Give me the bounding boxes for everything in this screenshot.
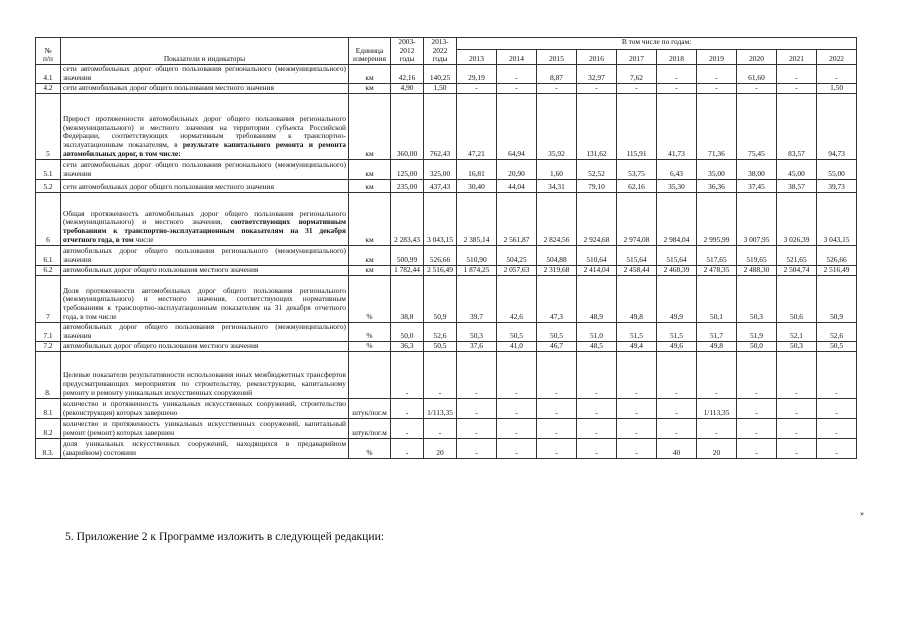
table-row: [36, 83, 857, 93]
period-total-cell: 50,0: [391, 322, 424, 341]
unit-cell: км: [349, 265, 391, 275]
table-row: [36, 93, 857, 159]
indicator-text-main: Доля протяженности автомобильных дорог общего пользования регионального (межмуниципального) и местного значения, соответствующих нормативным требованиям к транспортно-эксплуатационным показателям на 31 декабря отчетного года, в том числе: [63, 285, 346, 321]
period-total-cell: 526,66: [424, 245, 457, 265]
year-value-cell: 1,60: [537, 159, 577, 179]
indicator-text: [61, 65, 349, 83]
period-total-cell: 2 516,49: [424, 265, 457, 275]
year-value-cell: 32,97: [577, 65, 617, 83]
year-value-cell: 2 504,74: [777, 265, 817, 275]
year-value-cell: 2 319,68: [537, 265, 577, 275]
period-total-cell: 38,8: [391, 275, 424, 322]
year-value-cell: 79,10: [577, 179, 617, 192]
year-value-cell: -: [457, 438, 497, 458]
year-value-cell: -: [737, 398, 777, 418]
row-number: 5: [36, 93, 61, 159]
year-value-cell: -: [497, 418, 537, 438]
table-row: [36, 351, 857, 398]
year-value-cell: 83,57: [777, 93, 817, 159]
header-year: 2013: [457, 50, 497, 65]
row-number: 6: [36, 192, 61, 245]
year-value-cell: 49,9: [657, 275, 697, 322]
period-total-cell: 235,00: [391, 179, 424, 192]
year-value-cell: 6,43: [657, 159, 697, 179]
year-value-cell: 64,94: [497, 93, 537, 159]
period-total-cell: 500,99: [391, 245, 424, 265]
unit-cell: км: [349, 159, 391, 179]
year-value-cell: 44,04: [497, 179, 537, 192]
year-value-cell: -: [697, 351, 737, 398]
year-value-cell: 50,9: [817, 275, 857, 322]
unit-cell: %: [349, 322, 391, 341]
table-row: [36, 341, 857, 351]
year-value-cell: -: [617, 83, 657, 93]
year-value-cell: 41,0: [497, 341, 537, 351]
year-value-cell: 40: [657, 438, 697, 458]
period-total-cell: -: [391, 438, 424, 458]
year-value-cell: -: [817, 418, 857, 438]
year-value-cell: 115,91: [617, 93, 657, 159]
header-period-2013-2022: 2013- 2022 годы: [424, 38, 457, 65]
year-value-cell: -: [777, 418, 817, 438]
table-row: [36, 398, 857, 418]
row-number: 8.1: [36, 398, 61, 418]
year-value-cell: -: [777, 65, 817, 83]
year-value-cell: 39,7: [457, 275, 497, 322]
year-value-cell: 35,00: [697, 159, 737, 179]
indicator-text: [61, 341, 349, 351]
year-value-cell: -: [737, 438, 777, 458]
year-value-cell: 515,64: [617, 245, 657, 265]
period-total-cell: 360,00: [391, 93, 424, 159]
table-row: [36, 418, 857, 438]
year-value-cell: -: [617, 438, 657, 458]
period-total-cell: -: [424, 351, 457, 398]
period-total-cell: -: [424, 418, 457, 438]
year-value-cell: 50,6: [777, 275, 817, 322]
year-value-cell: 62,16: [617, 179, 657, 192]
indicator-text: [61, 159, 349, 179]
year-value-cell: 517,65: [697, 245, 737, 265]
year-value-cell: 50,3: [737, 275, 777, 322]
year-value-cell: 41,73: [657, 93, 697, 159]
year-value-cell: 131,62: [577, 93, 617, 159]
year-value-cell: 30,40: [457, 179, 497, 192]
year-value-cell: 50,1: [697, 275, 737, 322]
indicator-text-main: сети автомобильных дорог общего пользования регионального (межмуниципального) значения: [63, 64, 346, 82]
table-row: [36, 245, 857, 265]
year-value-cell: 1,50: [817, 83, 857, 93]
year-value-cell: -: [577, 351, 617, 398]
indicator-text-main: доля уникальных искусственных сооружений, находящихся в предаварийном (аварийном) состоянии: [63, 439, 346, 457]
table-row: [36, 265, 857, 275]
year-value-cell: -: [537, 351, 577, 398]
year-value-cell: 3 007,95: [737, 192, 777, 245]
year-value-cell: 35,92: [537, 93, 577, 159]
year-value-cell: 2 924,68: [577, 192, 617, 245]
period-total-cell: 20: [424, 438, 457, 458]
year-value-cell: 2 478,35: [697, 265, 737, 275]
header-year: 2014: [497, 50, 537, 65]
year-value-cell: 2 516,49: [817, 265, 857, 275]
year-value-cell: -: [577, 83, 617, 93]
year-value-cell: 37,45: [737, 179, 777, 192]
year-value-cell: -: [657, 398, 697, 418]
year-value-cell: 510,90: [457, 245, 497, 265]
period-total-cell: 2 283,43: [391, 192, 424, 245]
year-value-cell: -: [737, 418, 777, 438]
year-value-cell: 49,4: [617, 341, 657, 351]
table-row: [36, 192, 857, 245]
year-value-cell: 3 043,15: [817, 192, 857, 245]
period-total-cell: 50,5: [424, 341, 457, 351]
indicator-text-main: количество и протяженность уникальных искусственных сооружений, капитальный ремонт (ремонт) которых завершен: [63, 419, 346, 437]
period-total-cell: 52,6: [424, 322, 457, 341]
table-row: [36, 438, 857, 458]
row-number: 7.2: [36, 341, 61, 351]
indicator-text: [61, 83, 349, 93]
year-value-cell: 47,3: [537, 275, 577, 322]
year-value-cell: -: [697, 65, 737, 83]
year-value-cell: 55,00: [817, 159, 857, 179]
year-value-cell: 504,88: [537, 245, 577, 265]
row-number: 8.2: [36, 418, 61, 438]
year-value-cell: 50,5: [497, 322, 537, 341]
indicator-text: [61, 265, 349, 275]
year-value-cell: -: [817, 438, 857, 458]
table-row: [36, 159, 857, 179]
year-value-cell: -: [457, 351, 497, 398]
year-value-cell: -: [577, 418, 617, 438]
year-value-cell: 51,7: [697, 322, 737, 341]
year-value-cell: 515,64: [657, 245, 697, 265]
period-total-cell: -: [391, 351, 424, 398]
year-value-cell: 36,36: [697, 179, 737, 192]
indicator-text: [61, 398, 349, 418]
year-value-cell: -: [737, 351, 777, 398]
year-value-cell: 1/113,35: [697, 398, 737, 418]
table-row: [36, 179, 857, 192]
header-year: 2018: [657, 50, 697, 65]
unit-cell: %: [349, 438, 391, 458]
table-row: [36, 275, 857, 322]
year-value-cell: 2 824,56: [537, 192, 577, 245]
year-value-cell: 2 458,44: [617, 265, 657, 275]
year-value-cell: -: [657, 351, 697, 398]
unit-cell: [349, 351, 391, 398]
indicator-text-bold: соответствующих нормативным требованиям к транспортно-эксплуатационным показателям на 31 декабря отчетного года, в том: [63, 217, 346, 244]
year-value-cell: -: [697, 418, 737, 438]
unit-cell: км: [349, 93, 391, 159]
row-number: 4.1: [36, 65, 61, 83]
period-total-cell: 3 043,15: [424, 192, 457, 245]
year-value-cell: 94,73: [817, 93, 857, 159]
period-total-cell: 1/113,35: [424, 398, 457, 418]
year-value-cell: 50,3: [457, 322, 497, 341]
year-value-cell: 50,5: [817, 341, 857, 351]
unit-cell: %: [349, 275, 391, 322]
header-year: 2017: [617, 50, 657, 65]
year-value-cell: 3 026,39: [777, 192, 817, 245]
row-number: 4.2: [36, 83, 61, 93]
header-indicator: Показатели и индикаторы: [61, 38, 349, 65]
year-value-cell: 20: [697, 438, 737, 458]
indicator-text-main: сети автомобильных дорог общего пользования регионального (межмуниципального) значения: [63, 160, 346, 178]
year-value-cell: 2 468,39: [657, 265, 697, 275]
indicator-text-tail: числе: [133, 234, 154, 244]
indicator-text: [61, 322, 349, 341]
year-value-cell: 51,5: [657, 322, 697, 341]
indicator-text: [61, 418, 349, 438]
year-value-cell: 51,9: [737, 322, 777, 341]
year-value-cell: 48,9: [577, 275, 617, 322]
year-value-cell: 50,0: [737, 341, 777, 351]
row-number: 6.2: [36, 265, 61, 275]
year-value-cell: 37,6: [457, 341, 497, 351]
year-value-cell: 52,1: [777, 322, 817, 341]
header-years-group: В том числе по годам:: [457, 38, 857, 50]
indicator-text-main: Общая протяженность автомобильных дорог общего пользования регионального (межмуниципального) и местного значения,: [63, 208, 346, 227]
year-value-cell: -: [817, 65, 857, 83]
period-total-cell: 1 782,44: [391, 265, 424, 275]
unit-cell: км: [349, 179, 391, 192]
table-row: [36, 65, 857, 83]
period-total-cell: -: [391, 398, 424, 418]
year-value-cell: 2 057,63: [497, 265, 537, 275]
year-value-cell: -: [497, 65, 537, 83]
year-value-cell: 52,52: [577, 159, 617, 179]
year-value-cell: 49,8: [697, 341, 737, 351]
year-value-cell: 49,8: [617, 275, 657, 322]
unit-cell: штук/пог.м: [349, 398, 391, 418]
year-value-cell: 48,5: [577, 341, 617, 351]
year-value-cell: 47,21: [457, 93, 497, 159]
indicator-text: [61, 93, 349, 159]
year-value-cell: 1 874,25: [457, 265, 497, 275]
year-value-cell: 34,31: [537, 179, 577, 192]
header-year: 2022: [817, 50, 857, 65]
row-number: 8.: [36, 351, 61, 398]
year-value-cell: -: [497, 398, 537, 418]
year-value-cell: -: [537, 83, 577, 93]
indicator-text: [61, 245, 349, 265]
year-value-cell: -: [657, 418, 697, 438]
year-value-cell: 8,87: [537, 65, 577, 83]
row-number: 6.1: [36, 245, 61, 265]
year-value-cell: -: [537, 398, 577, 418]
year-value-cell: 16,81: [457, 159, 497, 179]
year-value-cell: -: [817, 351, 857, 398]
year-value-cell: 51,0: [577, 322, 617, 341]
year-value-cell: 51,5: [617, 322, 657, 341]
unit-cell: км: [349, 65, 391, 83]
period-total-cell: 42,16: [391, 65, 424, 83]
year-value-cell: 50,5: [537, 322, 577, 341]
row-number: 5.1: [36, 159, 61, 179]
year-value-cell: 61,60: [737, 65, 777, 83]
period-total-cell: -: [391, 418, 424, 438]
indicator-text-main: Прирост протяженности автомобильных дорог общего пользования регионального (межмуниципального) и местного значения на территории субъекта Российской Федерации, соответствующих нормативным требованиям к транспортно-эксплуатационным показателям, в: [63, 114, 346, 150]
year-value-cell: 2 974,08: [617, 192, 657, 245]
period-total-cell: 325,00: [424, 159, 457, 179]
header-year: 2020: [737, 50, 777, 65]
period-total-cell: 50,9: [424, 275, 457, 322]
year-value-cell: -: [657, 83, 697, 93]
indicator-text: [61, 179, 349, 192]
period-total-cell: 437,43: [424, 179, 457, 192]
year-value-cell: 45,00: [777, 159, 817, 179]
header-year: 2016: [577, 50, 617, 65]
header-period-2003-2012: 2003- 2012 годы: [391, 38, 424, 65]
year-value-cell: 521,65: [777, 245, 817, 265]
header-num: № п/п: [36, 38, 61, 65]
indicator-text-main: автомобильных дорог общего пользования регионального (межмуниципального) значения: [63, 246, 346, 264]
period-total-cell: 762,43: [424, 93, 457, 159]
year-value-cell: -: [457, 398, 497, 418]
unit-cell: км: [349, 245, 391, 265]
row-number: 7: [36, 275, 61, 322]
indicator-text: [61, 192, 349, 245]
header-year: 2019: [697, 50, 737, 65]
year-value-cell: -: [737, 83, 777, 93]
year-value-cell: -: [777, 438, 817, 458]
indicator-text-main: сети автомобильных дорог общего пользования местного значения: [63, 181, 274, 191]
indicator-text-main: автомобильных дорог общего пользования местного значения: [63, 264, 259, 274]
indicator-text-bold: результате капитального ремонта и ремонта автомобильных дорог, в том числе:: [63, 140, 346, 158]
indicator-text-main: автомобильных дорог общего пользования местного значения: [63, 340, 259, 350]
indicator-text: [61, 275, 349, 322]
row-number: 8.3.: [36, 438, 61, 458]
period-total-cell: 4,90: [391, 83, 424, 93]
year-value-cell: 38,57: [777, 179, 817, 192]
header-unit: Единица измерения: [349, 38, 391, 65]
year-value-cell: 510,64: [577, 245, 617, 265]
indicator-text-main: сети автомобильных дорог общего пользования местного значения: [63, 82, 274, 92]
indicator-text-main: количество и протяженность уникальных искусственных сооружений, строительство (реконструкция) которых завершено: [63, 399, 346, 417]
year-value-cell: -: [777, 83, 817, 93]
year-value-cell: -: [497, 83, 537, 93]
year-value-cell: 2 561,87: [497, 192, 537, 245]
year-value-cell: -: [537, 418, 577, 438]
year-value-cell: 53,75: [617, 159, 657, 179]
year-value-cell: -: [457, 83, 497, 93]
table-row: [36, 322, 857, 341]
year-value-cell: 35,30: [657, 179, 697, 192]
year-value-cell: 39,73: [817, 179, 857, 192]
period-total-cell: 1,50: [424, 83, 457, 93]
year-value-cell: -: [457, 418, 497, 438]
period-total-cell: 140,25: [424, 65, 457, 83]
year-value-cell: 2 995,99: [697, 192, 737, 245]
year-value-cell: 20,90: [497, 159, 537, 179]
year-value-cell: 2 385,14: [457, 192, 497, 245]
indicators-table: [35, 37, 857, 459]
unit-cell: км: [349, 83, 391, 93]
year-value-cell: 2 488,30: [737, 265, 777, 275]
header-year: 2015: [537, 50, 577, 65]
footer-paragraph: 5. Приложение 2 к Программе изложить в следующей редакции:: [65, 530, 385, 543]
year-value-cell: -: [577, 438, 617, 458]
unit-cell: %: [349, 341, 391, 351]
year-value-cell: 504,25: [497, 245, 537, 265]
year-value-cell: -: [697, 83, 737, 93]
unit-cell: км: [349, 192, 391, 245]
year-value-cell: 42,6: [497, 275, 537, 322]
period-total-cell: 36,3: [391, 341, 424, 351]
year-value-cell: -: [657, 65, 697, 83]
year-value-cell: -: [497, 351, 537, 398]
indicator-text-main: Целевые показатели результативности использования иных межбюджетных трансфертов предусматривающих мероприятия по строительству, реконструкции, капитальному ремонту и ремонту уникальных искусственных сооружений: [63, 370, 346, 397]
row-number: 5.2: [36, 179, 61, 192]
year-value-cell: 519,65: [737, 245, 777, 265]
indicator-text: [61, 438, 349, 458]
year-value-cell: 50,3: [777, 341, 817, 351]
year-value-cell: -: [617, 418, 657, 438]
row-number: 7.1: [36, 322, 61, 341]
year-value-cell: -: [617, 398, 657, 418]
year-value-cell: 52,6: [817, 322, 857, 341]
year-value-cell: 71,36: [697, 93, 737, 159]
year-value-cell: -: [777, 398, 817, 418]
period-total-cell: 125,00: [391, 159, 424, 179]
unit-cell: штук/пог.м: [349, 418, 391, 438]
year-value-cell: 2 984,04: [657, 192, 697, 245]
indicator-text: [61, 351, 349, 398]
year-value-cell: 75,45: [737, 93, 777, 159]
year-value-cell: 29,19: [457, 65, 497, 83]
closing-quote-mark: »: [860, 509, 864, 518]
year-value-cell: 2 414,04: [577, 265, 617, 275]
year-value-cell: -: [777, 351, 817, 398]
year-value-cell: 38,00: [737, 159, 777, 179]
year-value-cell: 526,66: [817, 245, 857, 265]
year-value-cell: -: [537, 438, 577, 458]
year-value-cell: -: [817, 398, 857, 418]
year-value-cell: 49,6: [657, 341, 697, 351]
header-year: 2021: [777, 50, 817, 65]
year-value-cell: 46,7: [537, 341, 577, 351]
year-value-cell: -: [497, 438, 537, 458]
year-value-cell: -: [617, 351, 657, 398]
year-value-cell: -: [577, 398, 617, 418]
header-row: [36, 38, 857, 50]
year-value-cell: 7,62: [617, 65, 657, 83]
indicator-text-main: автомобильных дорог общего пользования регионального (межмуниципального) значения: [63, 322, 346, 340]
